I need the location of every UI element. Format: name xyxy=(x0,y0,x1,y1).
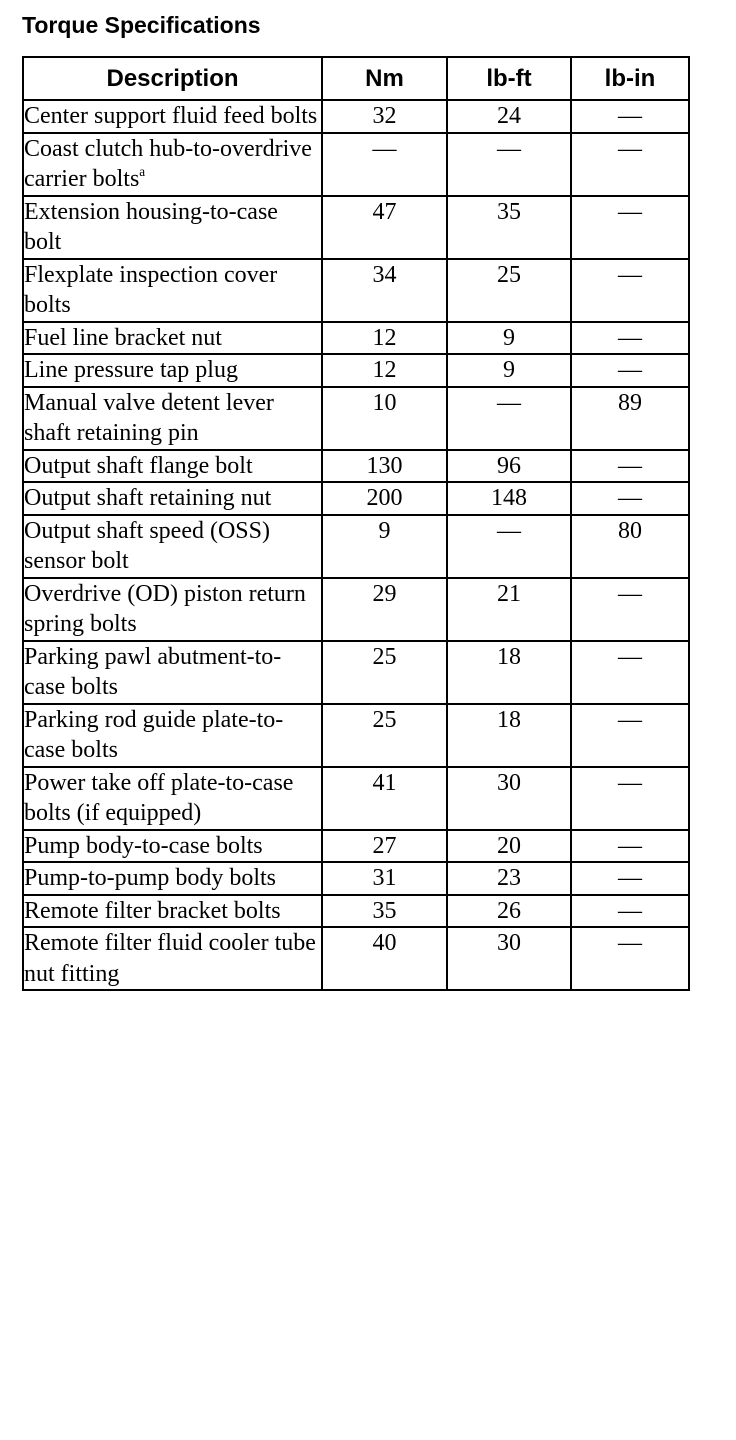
table-row xyxy=(23,927,689,990)
row-lbft: 23 xyxy=(447,862,571,895)
header-row xyxy=(23,57,689,100)
row-lbft: — xyxy=(447,515,571,578)
row-lbft: 148 xyxy=(447,482,571,515)
row-lbft: 30 xyxy=(447,927,571,990)
row-lbin: — xyxy=(571,927,689,990)
row-lbin: — xyxy=(571,641,689,704)
table-row xyxy=(23,704,689,767)
header-nm: Nm xyxy=(322,57,447,100)
row-lbft: 18 xyxy=(447,704,571,767)
row-description: Extension housing-to-case bolt xyxy=(23,196,322,259)
row-description: Fuel line bracket nut xyxy=(23,322,322,355)
row-lbin: — xyxy=(571,196,689,259)
table-row xyxy=(23,482,689,515)
row-description: Center support fluid feed bolts xyxy=(23,100,322,133)
row-nm: 200 xyxy=(322,482,447,515)
footnote-marker: a xyxy=(139,164,146,180)
row-lbft: 35 xyxy=(447,196,571,259)
row-nm: 29 xyxy=(322,578,447,641)
row-lbin: — xyxy=(571,895,689,928)
row-nm: 35 xyxy=(322,895,447,928)
row-lbin: — xyxy=(571,450,689,483)
table-row xyxy=(23,387,689,450)
row-lbft: 26 xyxy=(447,895,571,928)
row-nm: 25 xyxy=(322,704,447,767)
row-description: Line pressure tap plug xyxy=(23,354,322,387)
row-lbin: — xyxy=(571,100,689,133)
table-row xyxy=(23,100,689,133)
row-lbin: — xyxy=(571,482,689,515)
row-nm: 31 xyxy=(322,862,447,895)
row-nm: 47 xyxy=(322,196,447,259)
header-description: Description xyxy=(23,57,322,100)
row-lbin: — xyxy=(571,704,689,767)
row-description xyxy=(23,133,322,196)
header-lbft: lb-ft xyxy=(447,57,571,100)
row-lbft: 18 xyxy=(447,641,571,704)
row-lbft: — xyxy=(447,133,571,196)
row-lbin: 80 xyxy=(571,515,689,578)
page-title: Torque Specifications xyxy=(22,12,261,38)
row-lbin: — xyxy=(571,578,689,641)
row-lbin: — xyxy=(571,767,689,830)
table-row xyxy=(23,133,689,196)
table-row xyxy=(23,259,689,322)
row-description: Remote filter fluid cooler tube nut fitting xyxy=(23,927,322,990)
row-nm: 130 xyxy=(322,450,447,483)
table-row xyxy=(23,515,689,578)
row-lbft: 9 xyxy=(447,354,571,387)
row-description-text: Coast clutch hub-to-overdrive carrier bolts xyxy=(24,135,312,192)
row-lbft: 24 xyxy=(447,100,571,133)
table-row xyxy=(23,895,689,928)
row-lbft: 9 xyxy=(447,322,571,355)
table-row xyxy=(23,450,689,483)
row-nm: — xyxy=(322,133,447,196)
table-row xyxy=(23,322,689,355)
row-nm: 32 xyxy=(322,100,447,133)
row-description: Parking rod guide plate-to-case bolts xyxy=(23,704,322,767)
row-lbft: 96 xyxy=(447,450,571,483)
torque-spec-table xyxy=(22,56,690,991)
row-lbin: — xyxy=(571,133,689,196)
row-description: Output shaft retaining nut xyxy=(23,482,322,515)
row-lbin: — xyxy=(571,830,689,863)
row-lbft: — xyxy=(447,387,571,450)
table-row xyxy=(23,641,689,704)
row-description: Pump-to-pump body bolts xyxy=(23,862,322,895)
table-row xyxy=(23,578,689,641)
row-description: Flexplate inspection cover bolts xyxy=(23,259,322,322)
row-description: Remote filter bracket bolts xyxy=(23,895,322,928)
row-nm: 34 xyxy=(322,259,447,322)
row-nm: 12 xyxy=(322,322,447,355)
table-row xyxy=(23,862,689,895)
row-description: Parking pawl abutment-to-case bolts xyxy=(23,641,322,704)
row-nm: 25 xyxy=(322,641,447,704)
row-description: Output shaft speed (OSS) sensor bolt xyxy=(23,515,322,578)
row-nm: 40 xyxy=(322,927,447,990)
row-lbft: 21 xyxy=(447,578,571,641)
row-lbin: — xyxy=(571,354,689,387)
row-lbin: — xyxy=(571,862,689,895)
row-nm: 10 xyxy=(322,387,447,450)
row-nm: 27 xyxy=(322,830,447,863)
table-row xyxy=(23,830,689,863)
table-row xyxy=(23,767,689,830)
row-lbft: 30 xyxy=(447,767,571,830)
header-lbin: lb-in xyxy=(571,57,689,100)
row-lbft: 25 xyxy=(447,259,571,322)
table-row xyxy=(23,196,689,259)
table-row xyxy=(23,354,689,387)
row-description: Power take off plate-to-case bolts (if equipped) xyxy=(23,767,322,830)
row-lbin: 89 xyxy=(571,387,689,450)
row-lbin: — xyxy=(571,259,689,322)
row-description: Output shaft flange bolt xyxy=(23,450,322,483)
row-nm: 41 xyxy=(322,767,447,830)
row-lbft: 20 xyxy=(447,830,571,863)
row-lbin: — xyxy=(571,322,689,355)
row-description: Overdrive (OD) piston return spring bolts xyxy=(23,578,322,641)
row-nm: 9 xyxy=(322,515,447,578)
row-description: Pump body-to-case bolts xyxy=(23,830,322,863)
row-nm: 12 xyxy=(322,354,447,387)
row-description: Manual valve detent lever shaft retaining pin xyxy=(23,387,322,450)
